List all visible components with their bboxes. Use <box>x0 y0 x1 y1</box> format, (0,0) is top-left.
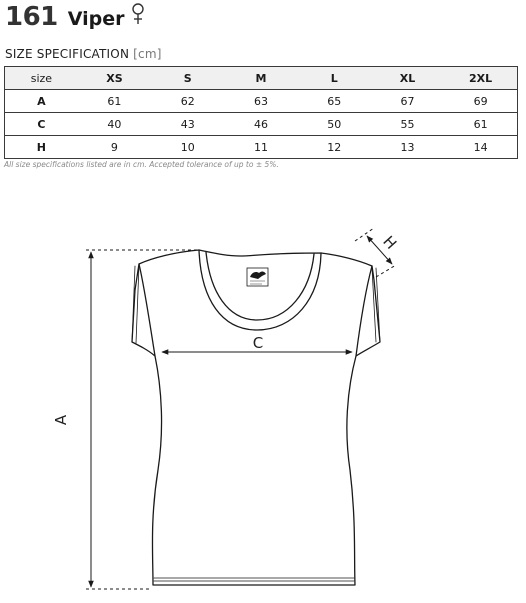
tolerance-note: All size specifications listed are in cm. Accepted tolerance of up to ± 5%. <box>4 160 279 169</box>
table-cell: 12 <box>298 136 371 159</box>
size-spec-unit: [cm] <box>133 47 162 61</box>
table-cell: 46 <box>224 113 297 136</box>
size-spec-title-text: SIZE SPECIFICATION <box>5 47 130 61</box>
table-cell: 43 <box>151 113 224 136</box>
table-cell: 11 <box>224 136 297 159</box>
product-code: 161 <box>5 2 58 32</box>
table-cell: 50 <box>298 113 371 136</box>
size-table-header-cell: size <box>5 67 78 90</box>
table-cell: 61 <box>444 113 517 136</box>
row-label: A <box>5 90 78 113</box>
product-name: Viper <box>67 8 125 30</box>
size-table-header-cell: 2XL <box>444 67 517 90</box>
table-cell: 9 <box>78 136 151 159</box>
size-table-header-cell: L <box>298 67 371 90</box>
table-cell: 55 <box>371 113 444 136</box>
table-cell: 61 <box>78 90 151 113</box>
table-cell: 69 <box>444 90 517 113</box>
row-label: C <box>5 113 78 136</box>
table-cell: 13 <box>371 136 444 159</box>
dimension-a <box>86 250 198 589</box>
dimension-h-label: H <box>379 232 401 253</box>
table-cell: 63 <box>224 90 297 113</box>
size-table-header-cell: XL <box>371 67 444 90</box>
dimension-c-label: C <box>252 334 264 352</box>
size-table-header-cell: XS <box>78 67 151 90</box>
inner-label <box>247 268 268 286</box>
size-table-header-cell: S <box>151 67 224 90</box>
dimension-a-label: A <box>52 414 70 426</box>
row-label: H <box>5 136 78 159</box>
table-cell: 10 <box>151 136 224 159</box>
table-cell: 14 <box>444 136 517 159</box>
table-cell: 40 <box>78 113 151 136</box>
table-cell: 67 <box>371 90 444 113</box>
size-table-header-cell: M <box>224 67 297 90</box>
table-cell: 62 <box>151 90 224 113</box>
tshirt-outline <box>132 250 380 585</box>
table-cell: 65 <box>298 90 371 113</box>
